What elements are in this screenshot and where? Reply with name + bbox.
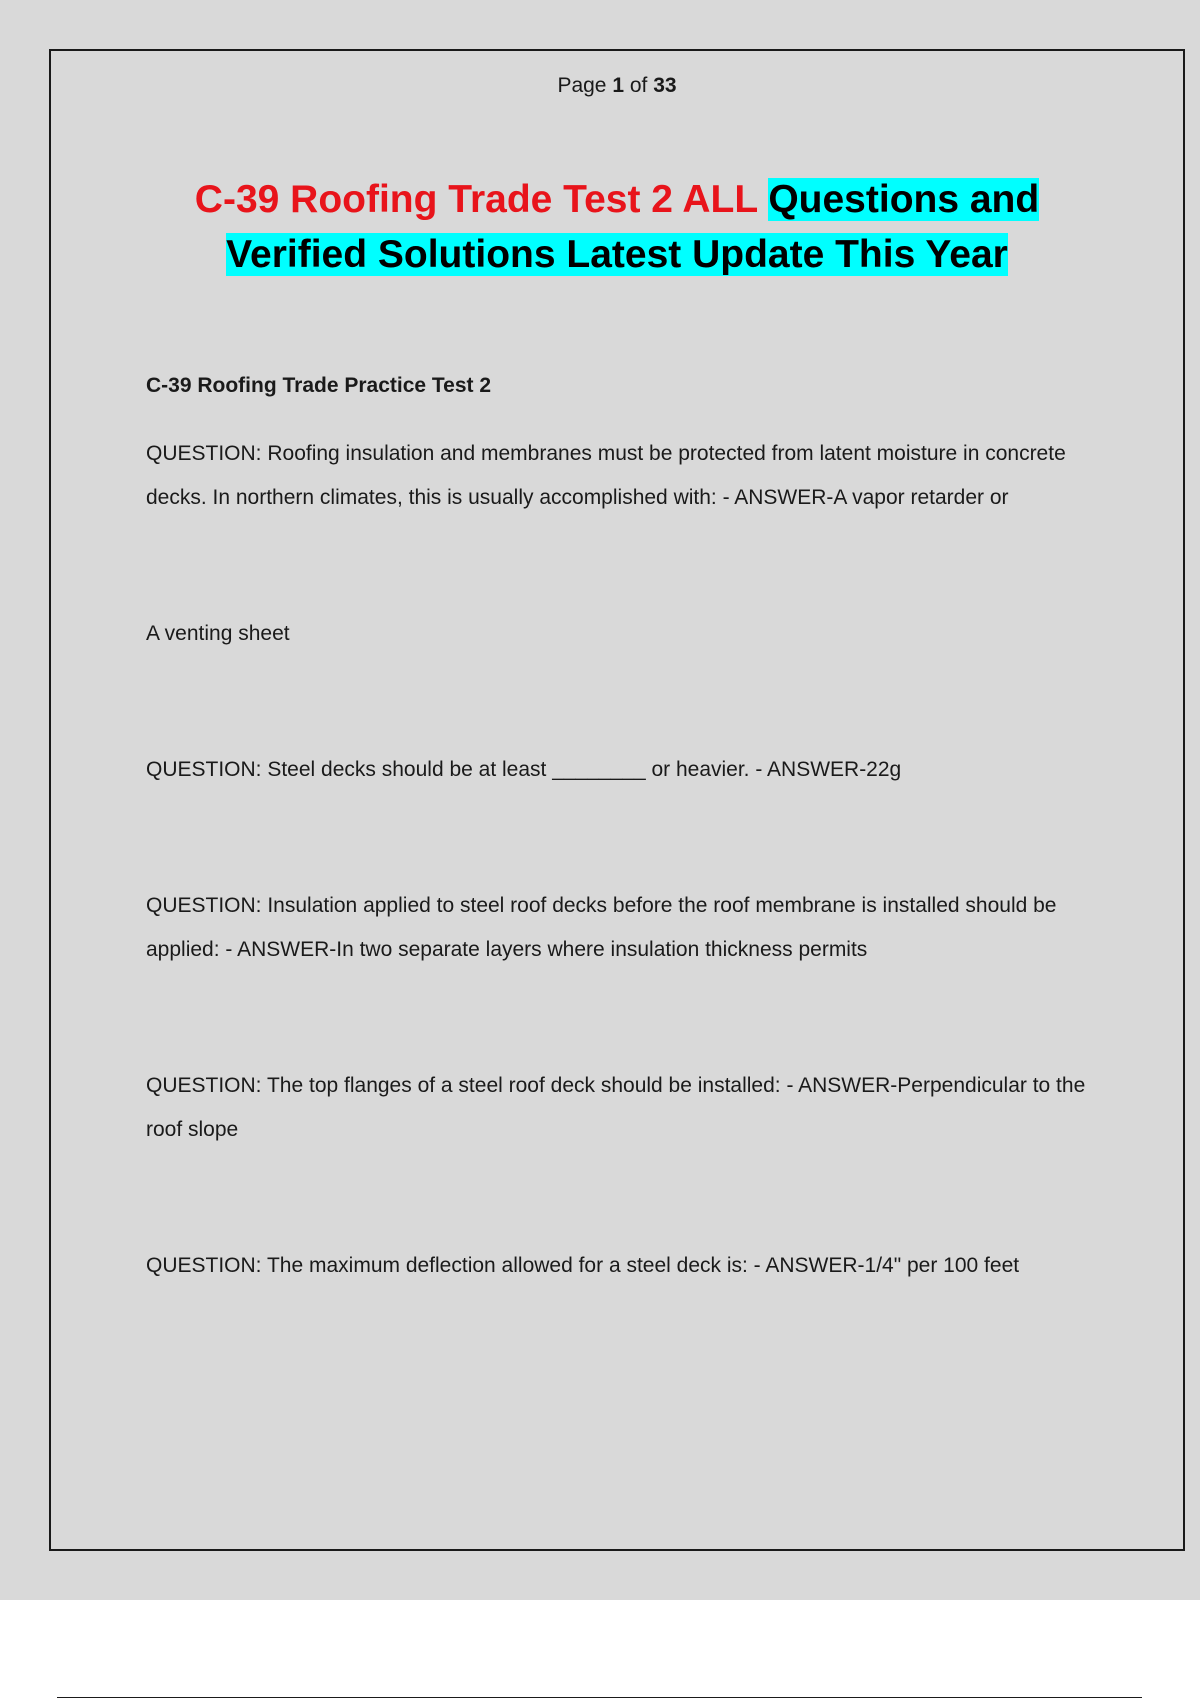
question-paragraph: QUESTION: The maximum deflection allowed for a steel deck is: - ANSWER-1/4" per 100 feet <box>146 1254 1020 1277</box>
page-counter <box>0 74 1200 98</box>
title-red-text: C-39 Roofing Trade Test 2 ALL <box>194 178 758 221</box>
document-title <box>100 172 1134 282</box>
paragraph-spacer <box>146 520 1106 612</box>
section-subheading: C-39 Roofing Trade Practice Test 2 <box>146 374 492 397</box>
page-current-number: 1 <box>612 74 625 97</box>
question-paragraph: QUESTION: The top flanges of a steel roof deck should be installed: - ANSWER-Perpendicular to the roof slope <box>146 1074 1086 1141</box>
page-total-number: 33 <box>653 74 677 97</box>
page-counter-middle: of <box>624 74 654 97</box>
page-counter-prefix: Page <box>557 74 613 97</box>
paragraph-spacer <box>146 972 1106 1064</box>
paragraph-spacer <box>146 792 1106 884</box>
paragraph-spacer <box>146 656 1106 748</box>
paragraph-spacer <box>146 1152 1106 1244</box>
question-paragraph: QUESTION: Insulation applied to steel roof decks before the roof membrane is installed should be applied: - ANSWER-In two separate layers where insulation thickness permits <box>146 894 1057 961</box>
answer-continuation: A venting sheet <box>146 622 290 645</box>
question-paragraph: QUESTION: Roofing insulation and membranes must be protected from latent moisture in concrete decks. In northern climates, this is usually accomplished with: - ANSWER-A vapor retarder or <box>146 442 1066 509</box>
title-highlight-line-2: Verified Solutions Latest Update This Year <box>226 233 1008 276</box>
question-paragraph: QUESTION: Steel decks should be at least ________ or heavier. - ANSWER-22g <box>146 758 902 781</box>
title-highlight-line-1: Questions and <box>768 178 1040 221</box>
next-page-divider-line <box>57 1697 1142 1698</box>
document-body <box>146 370 1106 1288</box>
